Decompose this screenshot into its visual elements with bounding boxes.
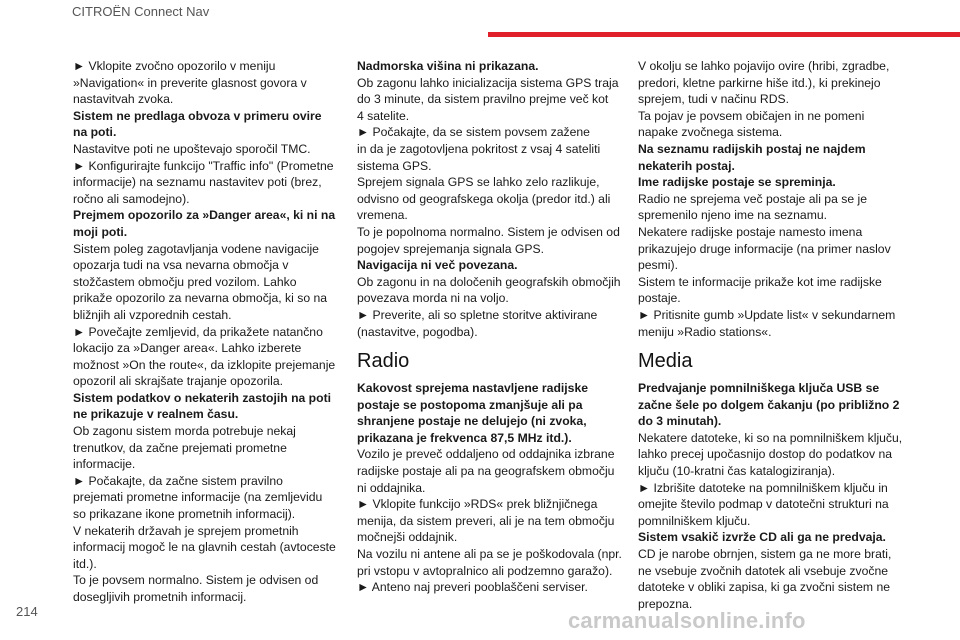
text-line: nastavitvah zvoka. (73, 92, 174, 107)
text-line: Na seznamu radijskih postaj ne najdem (638, 141, 866, 156)
text-line: ► Počakajte, da se sistem povsem zažene (357, 125, 590, 140)
text-line: Sistem vsakič izvrže CD ali ga ne predvaja. (638, 530, 886, 545)
text-line: Kakovost sprejema nastavljene radijske (357, 381, 589, 396)
text-line: dosegljivih prometnih informacij. (73, 590, 247, 604)
column-3-top-text (638, 58, 908, 340)
text-line: Ob zagonu sistem morda potrebuje nekaj (73, 424, 296, 439)
column-2 (357, 58, 627, 596)
text-line: menija, da sistem preveri, ali je na tem območju (357, 513, 615, 528)
text-line: na poti. (73, 125, 117, 140)
text-line: informacije) na seznamu nastavitev poti (brez, (73, 175, 322, 190)
column-3 (638, 58, 908, 612)
text-line: pesmi). (638, 258, 678, 273)
text-line: ključu (10-kratni čas katalogiziranja). (638, 464, 836, 479)
text-line: prikazujejo druge informacije (na primer naslov (638, 241, 891, 256)
running-header: CITROËN Connect Nav (72, 4, 210, 19)
text-line: Ta pojav je povsem običajen in ne pomeni (638, 108, 865, 123)
text-line: Sistem te informacije prikaže kot ime radijske (638, 274, 882, 289)
text-line: omejite število podmap v datotečni strukturi na (638, 497, 889, 512)
text-line: povezava morda ni na voljo. (357, 291, 509, 306)
text-line: in da je zagotovljena pokritost z vsaj 4 sateliti (357, 141, 601, 156)
text-line: Sprejem signala GPS se lahko zelo razlikuje, (357, 175, 600, 190)
text-line: Nekatere radijske postaje namesto imena (638, 224, 863, 239)
text-line: Ob zagonu in na določenih geografskih območjih (357, 274, 621, 289)
text-line: ► Počakajte, da začne sistem pravilno (73, 473, 283, 488)
text-line: ► Vklopite zvočno opozorilo v meniju (73, 59, 276, 73)
text-line: močnejši oddajnik. (357, 530, 458, 545)
text-line: ročno ali samodejno). (73, 191, 190, 206)
text-line: prikaže opozorilo za nevarna območja, ki so na (73, 291, 328, 306)
text-line: 4 satelite. (357, 108, 410, 123)
text-line: Nastavitve poti ne upoštevajo sporočil TMC. (73, 141, 311, 156)
text-line: »Navigation« in preverite glasnost govora v (73, 75, 307, 90)
text-line: Ime radijske postaje se spreminja. (638, 175, 836, 190)
text-line: Na vozilu ni antene ali pa se je poškodovala (npr. (357, 547, 622, 562)
text-line: informacije. (73, 457, 136, 472)
text-line: pogojev sprejemanja signala GPS. (357, 241, 544, 256)
text-line: opozoril ali skrajšate trajanje opozorila. (73, 374, 284, 389)
text-line: sistema GPS. (357, 158, 432, 173)
text-line: prejemati prometne informacije (na zemljevidu (73, 490, 323, 505)
text-line: Sistem podatkov o nekaterih zastojih na poti (73, 390, 332, 405)
text-line: shranjene postaje ne delujejo (ni zvoka, (357, 414, 587, 429)
text-line: postaje se postopoma zmanjšuje ali pa (357, 397, 583, 412)
text-line: informacij mogoč le na glavnih cestah (avtoceste (73, 540, 336, 555)
text-line: ► Vklopite funkcijo »RDS« prek bližnjičnega (357, 497, 598, 512)
text-line: To je popolnoma normalno. Sistem je odvisen od (357, 224, 620, 239)
text-line: ► Povečajte zemljevid, da prikažete natančno (73, 324, 323, 339)
text-line: To je povsem normalno. Sistem je odvisen od (73, 573, 319, 588)
text-line: pomnilniškem ključu. (638, 513, 751, 528)
text-line: Nekatere datoteke, ki so na pomnilniškem ključu, (638, 430, 903, 445)
text-line: ne vsebuje zvočnih datotek ali vsebuje zvočne (638, 563, 888, 578)
text-line: postaje. (638, 291, 681, 306)
text-line: CD je narobe obrnjen, sistem ga ne more brati, (638, 547, 892, 562)
section-heading-radio: Radio (357, 350, 410, 373)
text-line: Sistem ne predlaga obvoza v primeru ovire (73, 108, 322, 123)
text-line: Prejmem opozorilo za »Danger area«, ki ni na (73, 208, 336, 223)
text-line: pri vstopu v avtopralnico ali podzemno garažo). (357, 563, 613, 578)
text-line: itd.). (73, 556, 97, 571)
text-line: meniju »Radio stations«. (638, 324, 772, 339)
text-line: spremenilo njeno ime na seznamu. (638, 208, 828, 223)
text-line: Navigacija ni več povezana. (357, 258, 518, 273)
text-line: prepozna. (638, 596, 693, 611)
text-line: Predvajanje pomnilniškega ključa USB se (638, 381, 880, 396)
text-line: moji poti. (73, 224, 128, 239)
section-heading-media: Media (638, 350, 693, 373)
text-line: prikazana je frekvenca 87,5 MHz itd.). (357, 430, 572, 445)
header-accent-bar (488, 32, 960, 37)
column-3-bottom-text (638, 380, 908, 612)
text-line: možnost »On the route«, da izklopite prejemanje (73, 357, 336, 372)
text-line: Radio ne sprejema več postaje ali pa se je (638, 191, 867, 206)
text-line: Ob zagonu lahko inicializacija sistema GPS traja (357, 75, 619, 90)
text-line: Vozilo je preveč oddaljeno od oddajnika izbrane (357, 447, 615, 462)
text-line: Sistem poleg zagotavljanja vodene navigacije (73, 241, 319, 256)
text-line: ► Preverite, ali so spletne storitve aktivirane (357, 307, 598, 322)
watermark-logo: carmanualsonline.info (568, 608, 806, 633)
text-line: V okolju se lahko pojavijo ovire (hribi, zgradbe, (638, 59, 890, 73)
text-line: ni oddajnika. (357, 480, 426, 495)
text-line: so prikazane ikone prometnih informacij). (73, 507, 296, 522)
text-line: bližnjih ali vzporednih cestah. (73, 307, 232, 322)
text-line: vremena. (357, 208, 408, 223)
column-1-text (73, 58, 343, 606)
text-line: napake zvočnega sistema. (638, 125, 783, 140)
text-line: lokacijo za »Danger area«. Lahko izberete (73, 341, 302, 356)
text-line: opozarja tudi na vsa nevarna območja v (73, 258, 289, 273)
column-2-bottom-text (357, 380, 627, 596)
text-line: Nadmorska višina ni prikazana. (357, 59, 539, 73)
text-line: V nekaterih državah je sprejem prometnih (73, 523, 299, 538)
text-line: nekaterih postaj. (638, 158, 735, 173)
text-line: odvisno od geografskega okolja (predor itd.) ali (357, 191, 611, 206)
text-line: datoteke v obliki zapisa, ki ga zvočni sistem ne (638, 580, 890, 595)
text-line: ne prikazuje v realnem času. (73, 407, 239, 422)
text-line: (nastavitve, pogodba). (357, 324, 478, 339)
text-line: radijske postaje ali pa na geografskem območju (357, 464, 615, 479)
text-line: ► Pritisnite gumb »Update list« v sekundarnem (638, 307, 896, 322)
page-number: 214 (16, 604, 38, 619)
text-line: trenutkov, da začne prejemati prometne (73, 440, 287, 455)
text-line: ► Anteno naj preveri pooblaščeni serviser. (357, 580, 588, 595)
column-2-top-text (357, 58, 627, 340)
text-line: do 3 minutah). (638, 414, 722, 429)
text-line: lahko precej upočasnijo dostop do podatkov na (638, 447, 893, 462)
text-line: ► Konfigurirajte funkcijo "Traffic info" (Prometne (73, 158, 334, 173)
text-line: ► Izbrišite datoteke na pomnilniškem ključu in (638, 480, 888, 495)
text-line: do 3 minute, da sistem pravilno prejme več kot (357, 92, 609, 107)
text-line: sprejem, tudi v načinu RDS. (638, 92, 790, 107)
text-line: začne šele po dolgem čakanju (po približno 2 (638, 397, 900, 412)
text-line: stožčastem območju pred vozilom. Lahko (73, 274, 297, 289)
column-1 (73, 58, 343, 606)
text-line: predori, kletne parkirne hiše itd.), ki prekinejo (638, 75, 881, 90)
